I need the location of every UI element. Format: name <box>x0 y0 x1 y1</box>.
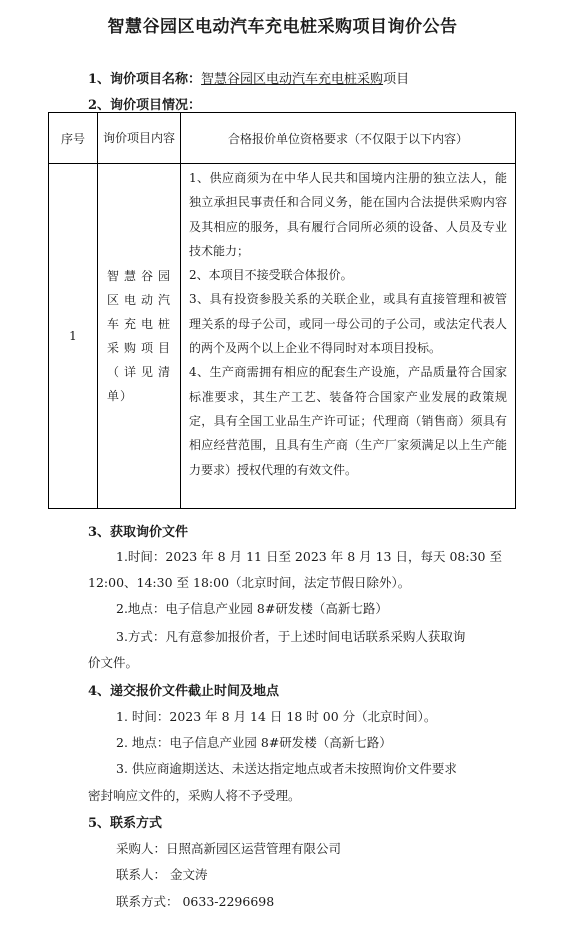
contact-person: 联系人： 金文涛 <box>116 867 208 882</box>
requirement-item: 3、具有投资参股关系的关联企业，或具有直接管理和被管理关系的母子公司，或同一母公司的子公司，或法定代表人的两个及两个以上企业不得同时对本项目投标。 <box>189 292 507 356</box>
project-name-suffix: 项目 <box>383 72 410 87</box>
section-4-time: 1. 时间：2023 年 8 月 14 日 18 时 00 分（北京时间）。 <box>116 709 437 724</box>
requirement-item: 4、生产商需拥有相应的配套生产设施，产品质量符合国家标准要求，其生产工艺、装备符合国家产业发展的政策规定，具有全国工业品生产许可证；代理商（销售商）须具有相应经营范围，且具有生产商（生产厂家须满足以上生产能力要求）授权代理的有效文件。 <box>189 365 507 477</box>
section-3-time: 1.时间：2023 年 8 月 11 日至 2023 年 8 月 13 日，每天 08:30 至 <box>116 549 502 564</box>
section-2-heading: 2、询价项目情况： <box>88 98 202 113</box>
section-1-label: 1、询价项目名称： <box>88 72 202 87</box>
table-row <box>49 164 516 509</box>
requirement-item: 2、本项目不接受联合体报价。 <box>189 268 353 283</box>
purchaser: 采购人：日照高新园区运营管理有限公司 <box>116 841 342 856</box>
row-index: 1 <box>49 164 98 509</box>
section-4-heading: 4、递交报价文件截止时间及地点 <box>88 684 280 699</box>
notice-title: 智慧谷园区电动汽车充电桩采购项目询价公告 <box>107 17 458 37</box>
row-content: 智慧谷园区电动汽车充电桩采购项目（详见清单） <box>107 269 171 403</box>
requirement-item: 1、供应商须为在中华人民共和国境内注册的独立法人，能独立承担民事责任和合同义务，能在国内合法提供采购内容及其相应的服务，具有履行合同所必须的设备、人员及专业技术能力； <box>189 171 507 258</box>
table-header-row <box>49 113 516 164</box>
header-requirements: 合格报价单位资格要求（不仅限于以下内容） <box>181 113 516 164</box>
section-3-method-cont: 价文件。 <box>88 655 139 670</box>
row-content-cell <box>98 164 181 509</box>
section-3-method: 3.方式：凡有意参加报价者，于上述时间电话联系采购人获取询 <box>116 629 466 644</box>
row-requirements-cell <box>181 164 516 509</box>
contact-phone: 联系方式： 0633-2296698 <box>116 894 275 909</box>
section-4-note-cont: 密封响应文件的，采购人将不予受理。 <box>88 788 301 803</box>
project-name: 智慧谷园区电动汽车充电桩采购 <box>201 72 384 87</box>
section-4-note: 3. 供应商逾期送达、未送达指定地点或者未按照询价文件要求 <box>116 761 457 776</box>
header-index: 序号 <box>49 113 98 164</box>
section-3-place: 2.地点：电子信息产业园 8#研发楼（高新七路） <box>116 601 388 616</box>
section-4-place: 2. 地点：电子信息产业园 8#研发楼（高新七路） <box>116 735 392 750</box>
section-1-heading <box>88 68 409 87</box>
header-content: 询价项目内容 <box>98 113 181 164</box>
section-3-time-cont: 12:00、14:30 至 18:00（北京时间，法定节假日除外）。 <box>88 575 411 590</box>
section-3-heading: 3、获取询价文件 <box>88 525 189 540</box>
project-table <box>48 112 516 509</box>
section-5-heading: 5、联系方式 <box>88 816 163 831</box>
